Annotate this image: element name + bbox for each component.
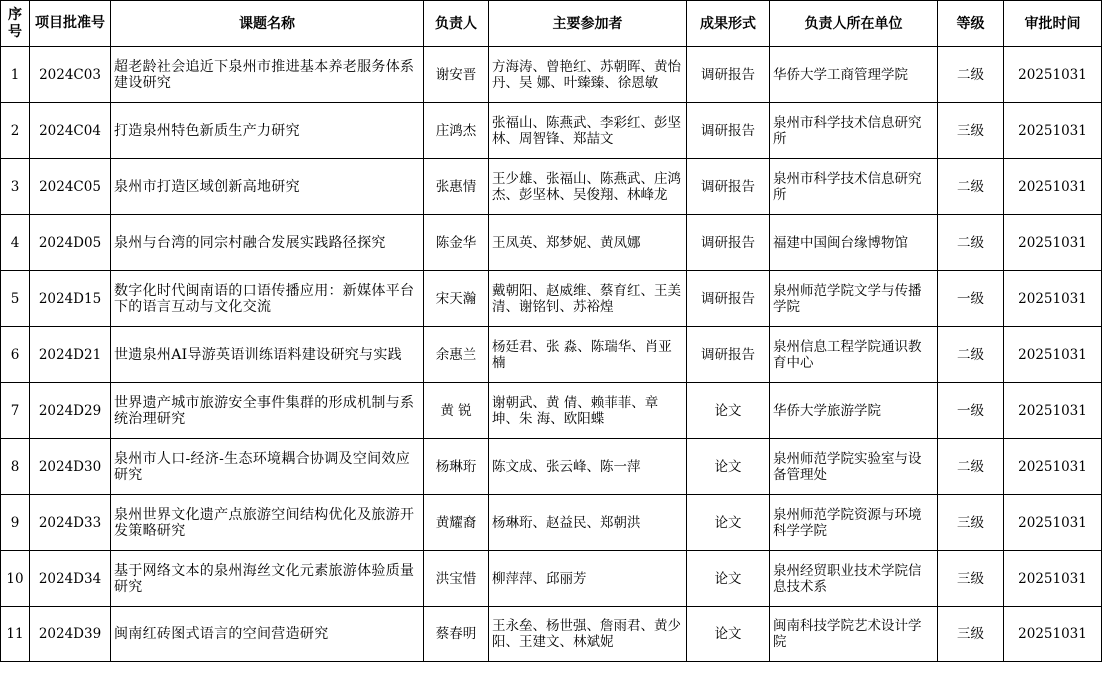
cell-participants: 王少雄、张福山、陈燕武、庄鸿杰、彭坚林、吴俊翔、林峰龙 (489, 159, 687, 215)
header-level: 等级 (938, 1, 1004, 47)
cell-result-form: 调研报告 (687, 327, 770, 383)
cell-title: 泉州市人口-经济-生态环境耦合协调及空间效应研究 (111, 439, 424, 495)
cell-result-form: 论文 (687, 495, 770, 551)
cell-project-no: 2024D05 (30, 215, 111, 271)
cell-seq: 4 (1, 215, 30, 271)
cell-approval-date: 20251031 (1004, 495, 1102, 551)
table-row (1, 607, 1102, 662)
header-leader: 负责人 (424, 1, 489, 47)
cell-title: 泉州市打造区域创新高地研究 (111, 159, 424, 215)
cell-title: 打造泉州特色新质生产力研究 (111, 103, 424, 159)
cell-title: 泉州世界文化遗产点旅游空间结构优化及旅游开发策略研究 (111, 495, 424, 551)
cell-unit: 华侨大学工商管理学院 (770, 47, 938, 103)
cell-level: 一级 (938, 271, 1004, 327)
cell-level: 二级 (938, 327, 1004, 383)
cell-project-no: 2024C05 (30, 159, 111, 215)
cell-level: 二级 (938, 439, 1004, 495)
header-result-form: 成果形式 (687, 1, 770, 47)
cell-participants: 谢朝武、黄 倩、赖菲菲、章 坤、朱 海、欧阳蝶 (489, 383, 687, 439)
cell-project-no: 2024C04 (30, 103, 111, 159)
cell-leader: 杨琳珩 (424, 439, 489, 495)
cell-approval-date: 20251031 (1004, 383, 1102, 439)
cell-unit: 泉州市科学技术信息研究所 (770, 103, 938, 159)
cell-approval-date: 20251031 (1004, 439, 1102, 495)
cell-leader: 庄鸿杰 (424, 103, 489, 159)
cell-approval-date: 20251031 (1004, 47, 1102, 103)
cell-participants: 王永垒、杨世强、詹雨君、黄少阳、王建文、林斌妮 (489, 607, 687, 662)
cell-title: 闽南红砖图式语言的空间营造研究 (111, 607, 424, 662)
cell-seq: 3 (1, 159, 30, 215)
cell-project-no: 2024D33 (30, 495, 111, 551)
cell-leader: 宋天瀚 (424, 271, 489, 327)
cell-participants: 王凤英、郑梦妮、黄凤娜 (489, 215, 687, 271)
header-seq: 序号 (1, 1, 30, 47)
table-row (1, 103, 1102, 159)
table-row (1, 439, 1102, 495)
cell-approval-date: 20251031 (1004, 551, 1102, 607)
cell-project-no: 2024D34 (30, 551, 111, 607)
cell-level: 二级 (938, 47, 1004, 103)
cell-seq: 9 (1, 495, 30, 551)
cell-unit: 泉州市科学技术信息研究所 (770, 159, 938, 215)
header-unit: 负责人所在单位 (770, 1, 938, 47)
cell-result-form: 论文 (687, 383, 770, 439)
cell-level: 三级 (938, 551, 1004, 607)
cell-unit: 泉州经贸职业技术学院信息技术系 (770, 551, 938, 607)
cell-result-form: 调研报告 (687, 159, 770, 215)
cell-leader: 黄 锐 (424, 383, 489, 439)
cell-approval-date: 20251031 (1004, 103, 1102, 159)
table-row (1, 495, 1102, 551)
cell-leader: 谢安晋 (424, 47, 489, 103)
cell-unit: 泉州师范学院资源与环境科学学院 (770, 495, 938, 551)
cell-approval-date: 20251031 (1004, 159, 1102, 215)
header-title: 课题名称 (111, 1, 424, 47)
cell-level: 三级 (938, 607, 1004, 662)
cell-seq: 6 (1, 327, 30, 383)
table-row (1, 383, 1102, 439)
cell-title: 泉州与台湾的同宗村融合发展实践路径探究 (111, 215, 424, 271)
cell-level: 三级 (938, 495, 1004, 551)
cell-title: 基于网络文本的泉州海丝文化元素旅游体验质量研究 (111, 551, 424, 607)
cell-approval-date: 20251031 (1004, 271, 1102, 327)
cell-title: 数字化时代闽南语的口语传播应用：新媒体平台下的语言互动与文化交流 (111, 271, 424, 327)
cell-unit: 华侨大学旅游学院 (770, 383, 938, 439)
cell-approval-date: 20251031 (1004, 215, 1102, 271)
header-approval-date: 审批时间 (1004, 1, 1102, 47)
cell-level: 一级 (938, 383, 1004, 439)
table-row (1, 551, 1102, 607)
cell-participants: 杨琳珩、赵益民、郑朝洪 (489, 495, 687, 551)
cell-unit: 泉州信息工程学院通识教育中心 (770, 327, 938, 383)
cell-project-no: 2024D29 (30, 383, 111, 439)
cell-result-form: 论文 (687, 551, 770, 607)
cell-participants: 戴朝阳、赵威维、蔡育红、王美清、谢铭钊、苏裕煌 (489, 271, 687, 327)
table-row (1, 159, 1102, 215)
cell-title: 超老龄社会追近下泉州市推进基本养老服务体系建设研究 (111, 47, 424, 103)
cell-participants: 张福山、陈燕武、李彩红、彭坚林、周智锋、郑喆文 (489, 103, 687, 159)
cell-leader: 洪宝惜 (424, 551, 489, 607)
cell-level: 二级 (938, 159, 1004, 215)
cell-title: 世遗泉州AI导游英语训练语料建设研究与实践 (111, 327, 424, 383)
cell-seq: 5 (1, 271, 30, 327)
cell-level: 二级 (938, 215, 1004, 271)
table-row (1, 271, 1102, 327)
table-row (1, 327, 1102, 383)
cell-leader: 陈金华 (424, 215, 489, 271)
cell-level: 三级 (938, 103, 1004, 159)
cell-approval-date: 20251031 (1004, 327, 1102, 383)
cell-leader: 蔡春明 (424, 607, 489, 662)
cell-participants: 方海涛、曾艳红、苏朝晖、黄怡丹、吴 娜、叶臻臻、徐恩敏 (489, 47, 687, 103)
cell-project-no: 2024D21 (30, 327, 111, 383)
cell-result-form: 论文 (687, 607, 770, 662)
header-row (1, 1, 1102, 47)
cell-seq: 7 (1, 383, 30, 439)
cell-participants: 陈文成、张云峰、陈一萍 (489, 439, 687, 495)
cell-seq: 1 (1, 47, 30, 103)
cell-title: 世界遗产城市旅游安全事件集群的形成机制与系统治理研究 (111, 383, 424, 439)
cell-project-no: 2024D15 (30, 271, 111, 327)
cell-leader: 黄耀裔 (424, 495, 489, 551)
cell-result-form: 调研报告 (687, 271, 770, 327)
header-project-no: 项目批准号 (30, 1, 111, 47)
cell-unit: 福建中国闽台缘博物馆 (770, 215, 938, 271)
cell-seq: 8 (1, 439, 30, 495)
cell-unit: 泉州师范学院文学与传播学院 (770, 271, 938, 327)
cell-participants: 柳萍萍、邱丽芳 (489, 551, 687, 607)
cell-project-no: 2024D30 (30, 439, 111, 495)
cell-project-no: 2024C03 (30, 47, 111, 103)
cell-leader: 余惠兰 (424, 327, 489, 383)
cell-unit: 闽南科技学院艺术设计学院 (770, 607, 938, 662)
cell-unit: 泉州师范学院实验室与设备管理处 (770, 439, 938, 495)
cell-approval-date: 20251031 (1004, 607, 1102, 662)
header-participants: 主要参加者 (489, 1, 687, 47)
cell-seq: 10 (1, 551, 30, 607)
cell-project-no: 2024D39 (30, 607, 111, 662)
cell-result-form: 论文 (687, 439, 770, 495)
cell-result-form: 调研报告 (687, 215, 770, 271)
cell-seq: 11 (1, 607, 30, 662)
cell-result-form: 调研报告 (687, 47, 770, 103)
cell-seq: 2 (1, 103, 30, 159)
table-row (1, 215, 1102, 271)
cell-result-form: 调研报告 (687, 103, 770, 159)
cell-leader: 张惠情 (424, 159, 489, 215)
cell-participants: 杨廷君、张 淼、陈瑞华、肖亚楠 (489, 327, 687, 383)
table-row (1, 47, 1102, 103)
